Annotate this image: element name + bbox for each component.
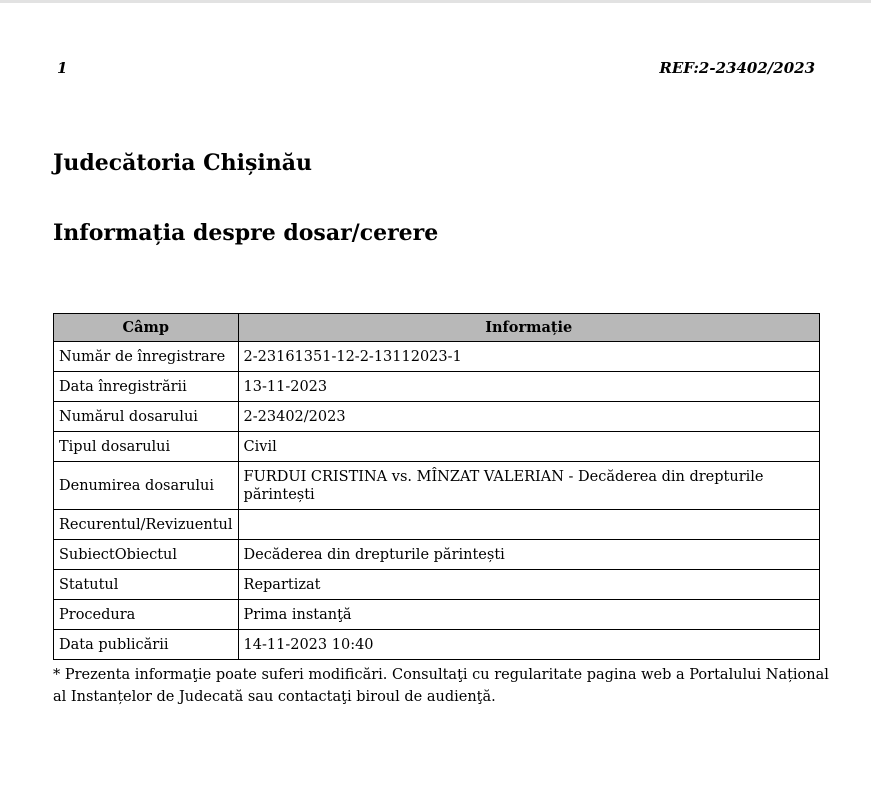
row-field-case-type: Tipul dosarului [54, 432, 239, 462]
row-value-registration-date: 13-11-2023 [238, 372, 819, 402]
section-title: Informația despre dosar/cerere [53, 220, 439, 246]
row-value-appellant [238, 510, 819, 540]
row-value-subject: Decăderea din drepturile părintești [238, 540, 819, 570]
table-row [54, 540, 820, 570]
row-field-case-number: Numărul dosarului [54, 402, 239, 432]
row-value-registration-number: 2-23161351-12-2-13112023-1 [238, 342, 819, 372]
row-value-case-number: 2-23402/2023 [238, 402, 819, 432]
row-field-registration-date: Data înregistrării [54, 372, 239, 402]
page-number: 1 [57, 59, 68, 77]
table-header-row [54, 314, 820, 342]
case-info-table [53, 313, 820, 660]
table-row [54, 462, 820, 510]
table-row [54, 432, 820, 462]
reference-number: REF:2-23402/2023 [659, 59, 815, 77]
top-border [0, 0, 871, 3]
row-field-subject: SubiectObiectul [54, 540, 239, 570]
table-row [54, 510, 820, 540]
row-value-case-type: Civil [238, 432, 819, 462]
table-row [54, 402, 820, 432]
table-row [54, 342, 820, 372]
row-field-case-name: Denumirea dosarului [54, 462, 239, 510]
court-name: Judecătoria Chișinău [53, 150, 312, 176]
row-field-procedure: Procedura [54, 600, 239, 630]
row-field-registration-number: Număr de înregistrare [54, 342, 239, 372]
row-field-appellant: Recurentul/Revizuentul [54, 510, 239, 540]
row-value-case-name: FURDUI CRISTINA vs. MÎNZAT VALERIAN - Decăderea din drepturile părintești [238, 462, 819, 510]
row-field-status: Statutul [54, 570, 239, 600]
table-row [54, 600, 820, 630]
table-row [54, 570, 820, 600]
row-value-procedure: Prima instanţă [238, 600, 819, 630]
column-header-information: Informație [238, 314, 819, 342]
footnote: * Prezenta informaţie poate suferi modificări. Consultaţi cu regularitate pagina web a Portalului Național al Instanțelor de Judecată sau contactaţi biroul de audienţă. [53, 667, 829, 705]
row-field-publication-date: Data publicării [54, 630, 239, 660]
column-header-field: Câmp [54, 314, 239, 342]
row-value-publication-date: 14-11-2023 10:40 [238, 630, 819, 660]
table-row [54, 630, 820, 660]
table-row [54, 372, 820, 402]
row-value-status: Repartizat [238, 570, 819, 600]
